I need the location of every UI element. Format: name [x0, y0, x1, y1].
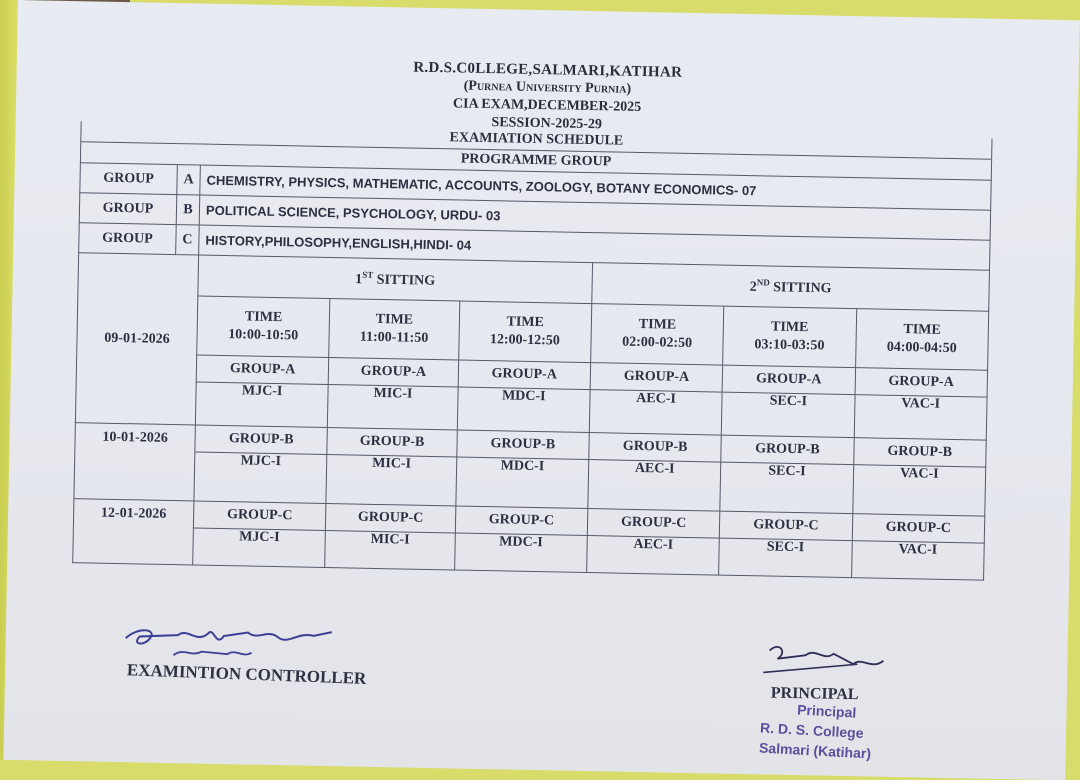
group-subjects: HISTORY,PHILOSOPHY,ENGLISH,HINDI- 04: [199, 225, 990, 270]
exam-date: 12-01-2026: [73, 499, 194, 565]
paper-cell: MDC-I: [454, 533, 587, 573]
sitting-suffix: ND: [756, 276, 770, 288]
group-label: GROUP: [80, 163, 178, 195]
paper-cell: VAC-I: [851, 541, 984, 581]
university-name: (Purnea University Purnia): [463, 78, 632, 97]
group-cell: GROUP-C: [852, 514, 985, 544]
paper-cell: MIC-I: [326, 455, 456, 506]
time-slot-5: [723, 306, 856, 368]
paper-cell: MIC-I: [325, 531, 455, 570]
principal-title: PRINCIPAL: [770, 684, 859, 704]
exam-date: 09-01-2026: [75, 253, 198, 425]
group-label: GROUP: [79, 193, 177, 225]
time-label: TIME: [244, 309, 283, 326]
group-cell: GROUP-A: [328, 358, 458, 387]
group-cell: GROUP-A: [196, 355, 329, 385]
programme-group-title: PROGRAMME GROUP: [80, 142, 991, 180]
seal-line: Salmari (Katihar): [758, 739, 872, 762]
paper-cell: MJC-I: [193, 528, 326, 568]
principal-seal: [755, 697, 874, 763]
paper-cell: SEC-I: [720, 462, 853, 514]
exam-date: 10-01-2026: [74, 423, 195, 501]
group-cell: GROUP-A: [722, 365, 855, 395]
group-subjects: CHEMISTRY, PHYSICS, MATHEMATIC, ACCOUNTS, ZOOLOGY, BOTANY ECONOMICS- 07: [200, 165, 991, 210]
schedule-heading-text: EXAMIATION SCHEDULE: [449, 130, 624, 149]
group-subjects: POLITICAL SCIENCE, PSYCHOLOGY, URDU- 03: [199, 195, 990, 240]
time-slot-2: [329, 299, 460, 360]
group-cell: GROUP-A: [590, 363, 723, 393]
paper-cell: MIC-I: [328, 385, 458, 430]
group-cell: GROUP-B: [853, 438, 986, 468]
sitting-suffix: ST: [362, 269, 374, 280]
paper-cell: MDC-I: [456, 457, 589, 509]
time-slot-6: [855, 309, 989, 371]
paper-cell: AEC-I: [589, 390, 722, 436]
time-range: 02:00-02:50: [622, 334, 693, 352]
group-cell: GROUP-C: [326, 504, 456, 533]
group-cell: GROUP-C: [587, 509, 720, 539]
sitting-text: SITTING: [373, 272, 436, 289]
group-letter: B: [176, 195, 200, 225]
time-slot-4: [591, 304, 724, 366]
seal-line: R. D. S. College: [759, 719, 864, 742]
group-cell: GROUP-C: [720, 511, 853, 541]
group-cell: GROUP-B: [195, 425, 328, 455]
group-cell: GROUP-A: [855, 368, 988, 398]
group-cell: GROUP-A: [458, 360, 591, 390]
time-label: TIME: [638, 316, 677, 333]
time-slot-3: [458, 301, 591, 363]
group-cell: GROUP-B: [456, 430, 589, 460]
paper-cell: VAC-I: [852, 465, 985, 517]
group-cell: GROUP-B: [327, 428, 457, 457]
time-label: TIME: [903, 322, 941, 338]
time-range: 11:00-11:50: [359, 329, 429, 346]
paper-cell: VAC-I: [854, 395, 987, 441]
controller-title: EXAMINTION CONTROLLER: [126, 660, 367, 688]
group-letter: C: [176, 225, 200, 255]
time-slot-1: [197, 296, 330, 358]
time-range: 03:10-03:50: [754, 337, 825, 354]
group-cell: GROUP-C: [193, 501, 326, 531]
seal-line: Principal: [796, 701, 857, 721]
group-label: GROUP: [79, 223, 177, 255]
time-label: TIME: [506, 314, 545, 331]
paper-cell: MJC-I: [195, 382, 328, 428]
schedule-table: [72, 121, 992, 580]
college-name: R.D.S.C0LLEGE,SALMARI,KATIHAR: [413, 59, 683, 81]
group-cell: GROUP-B: [721, 435, 854, 465]
sitting-number: 2: [749, 279, 757, 295]
exam-title: CIA EXAM,DECEMBER-2025: [452, 96, 642, 115]
time-range: 04:00-04:50: [886, 339, 957, 357]
sitting-text: SITTING: [769, 279, 832, 296]
time-range: 10:00-10:50: [228, 327, 299, 344]
sitting-number: 1: [355, 271, 363, 287]
principal-signature-icon: [757, 632, 898, 691]
paper-cell: MJC-I: [194, 452, 327, 504]
time-label: TIME: [375, 311, 414, 328]
paper-cell: AEC-I: [587, 536, 720, 576]
group-cell: GROUP-C: [455, 506, 588, 536]
paper-cell: AEC-I: [588, 460, 721, 512]
paper-cell: MDC-I: [457, 387, 590, 433]
session-title: SESSION-2025-29: [491, 115, 603, 133]
time-range: 12:00-12:50: [489, 332, 561, 349]
time-label: TIME: [770, 319, 809, 336]
group-letter: A: [177, 165, 201, 195]
paper-cell: SEC-I: [719, 538, 852, 578]
group-cell: GROUP-B: [589, 433, 722, 463]
paper-cell: SEC-I: [722, 392, 855, 438]
exam-schedule-document: [3, 0, 1079, 780]
